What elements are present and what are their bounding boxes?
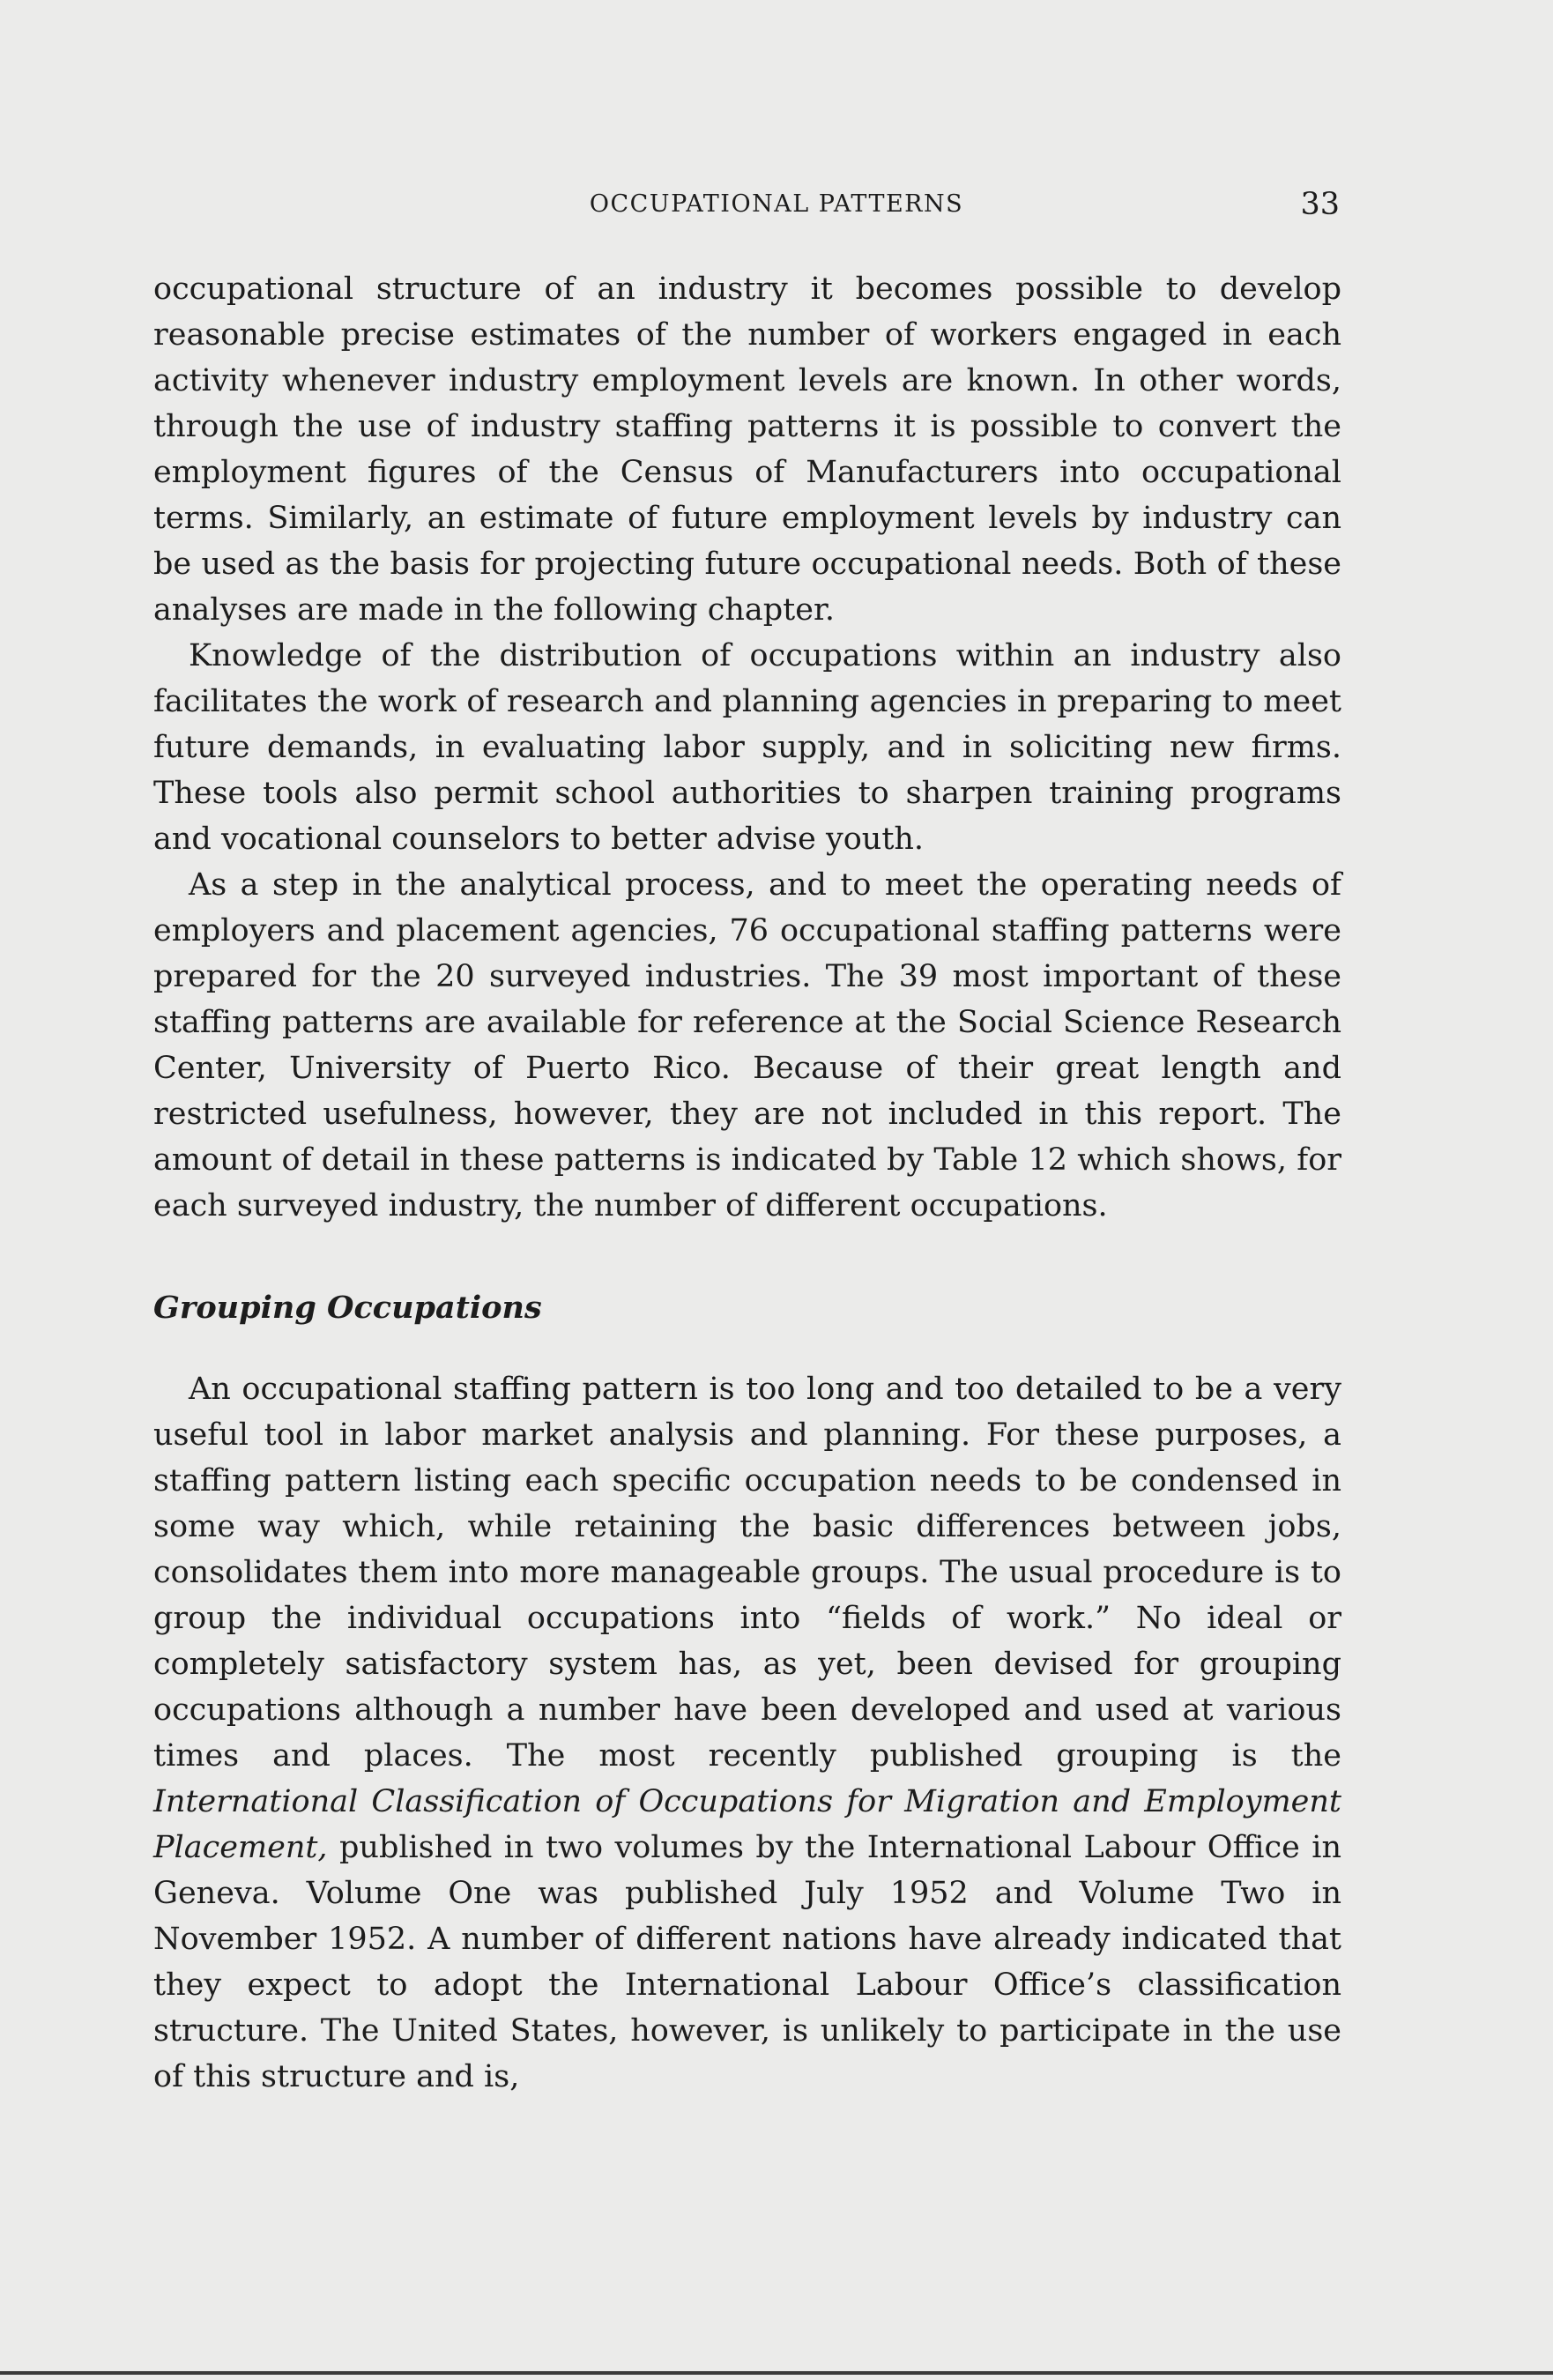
paragraph-1: occupational structure of an industry it becomes possible to develop reasonable precise estimates of the number of workers engaged in each activity whenever industry employment levels are known. In other words, through the use of industry staffing patterns it is possible to convert the employment figures of the Census of Manufacturers into occupational terms. Similarly, an estimate of future employment levels by industry can be used as the basis for projecting future occupational needs. Both of these analyses are made in the following chapter. bbox=[153, 271, 1341, 628]
paragraph-3: As a step in the analytical process, and to meet the operating needs of employers and placement agencies, 76 occupational staffing patterns were prepared for the 20 surveyed industries. The 39 most important of these staffing patterns are available for reference at the Social Science Research Center, University of Puerto Rico. Because of their great length and restricted usefulness, however, they are not included in this report. The amount of detail in these patterns is indicated by Table 12 which shows, for each surveyed industry, the number of different occupations. bbox=[153, 867, 1341, 1223]
running-title: OCCUPATIONAL PATTERNS bbox=[589, 190, 964, 218]
paragraph-2: Knowledge of the distribution of occupations within an industry also facilitates the work of research and planning agencies in preparing to meet future demands, in evaluating labor supply, and in soliciting new firms. These tools also permit school authorities to sharpen training programs and vocational counselors to better advise youth. bbox=[153, 638, 1341, 857]
paragraph-4-text-end: published in two volumes by the International Labour Office in Geneva. Volume One was published July 1952 and Volume Two in November 1952. A number of different nations have already indicated that they expect to adopt the International Labour Office’s classification structure. The United States, however, is unlikely to participate in the use of this structure and is, bbox=[153, 1830, 1341, 2094]
page-number: 33 bbox=[1300, 187, 1340, 222]
paragraph-4-text-start: An occupational staffing pattern is too long and too detailed to be a very useful tool in labor market analysis and planning. For these purposes, a staffing pattern listing each specific occupation needs to be condensed in some way which, while retaining the basic differences between jobs, consolidates them into more manageable groups. The usual procedure is to group the individual occupations into “fields of work.” No ideal or completely satisfactory system has, as yet, been devised for grouping occupations although a number have been developed and used at various times and places. The most recently published grouping is the bbox=[153, 1372, 1341, 1774]
body-text bbox=[153, 266, 1341, 2100]
section-heading: Grouping Occupations bbox=[153, 1290, 542, 1326]
scan-edge-rule bbox=[0, 2371, 1553, 2375]
publication-title: International Classification of Occupations for Migration and Employment Placement, bbox=[153, 1784, 1341, 1865]
paragraph-4 bbox=[153, 1366, 1341, 2100]
running-head bbox=[0, 187, 1553, 222]
